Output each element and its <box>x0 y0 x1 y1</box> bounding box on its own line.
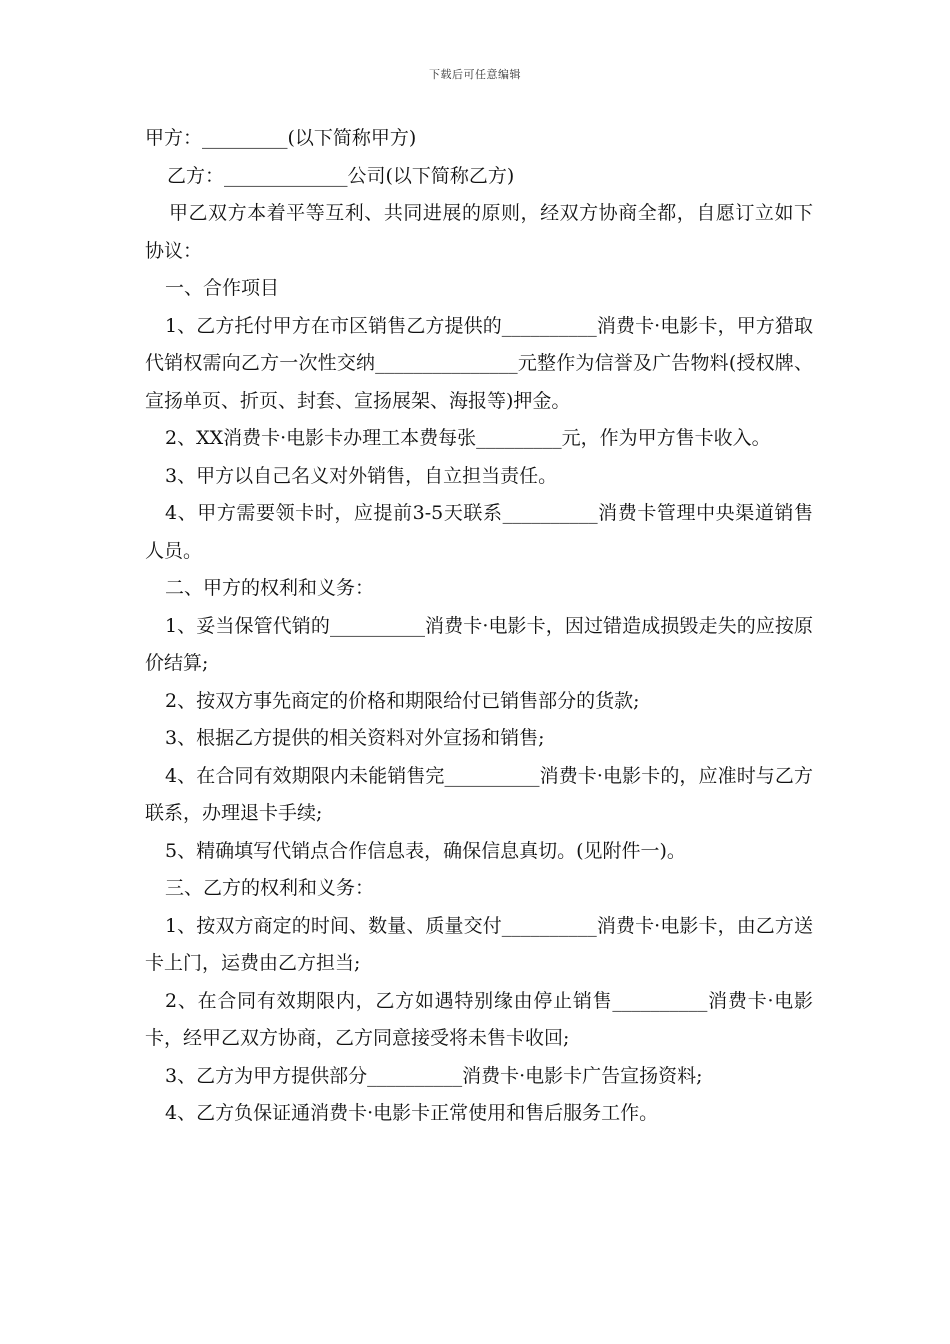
section-2-item-4: 4、在合同有效期限内未能销售完__________消费卡·电影卡的，应准时与乙方联系，办理退卡手续; <box>145 764 813 824</box>
section-2-item-2: 2、按双方事先商定的价格和期限给付已销售部分的货款; <box>165 689 640 712</box>
party-b-line: 乙方：_____________公司(以下简称乙方) <box>167 164 515 187</box>
preamble: 甲乙双方本着平等互利、共同进展的原则，经双方协商全都，自愿订立如下协议： <box>145 202 813 262</box>
section-2-item-3: 3、根据乙方提供的相关资料对外宣扬和销售; <box>165 727 545 749</box>
section-1-item-2: 2、XX消费卡·电影卡办理工本费每张_________元，作为甲方售卡收入。 <box>165 427 771 449</box>
section-1-item-3: 3、甲方以自己名义对外销售，自立担当责任。 <box>165 464 558 487</box>
section-2-item-5: 5、精确填写代销点合作信息表，确保信息真切。(见附件一)。 <box>165 839 686 862</box>
party-a-line: 甲方：_________(以下简称甲方) <box>145 127 417 149</box>
section-3-item-2: 2、在合同有效期限内，乙方如遇特别缘由停止销售__________消费卡·电影卡，经甲乙双方协商，乙方同意接受将未售卡收回; <box>145 989 813 1049</box>
section-3-heading: 三、乙方的权利和义务： <box>165 877 375 899</box>
contract-body <box>145 120 813 1133</box>
section-1-heading: 一、合作项目 <box>165 277 280 299</box>
section-2-heading: 二、甲方的权利和义务： <box>165 577 375 599</box>
section-3-item-1: 1、按双方商定的时间、数量、质量交付__________消费卡·电影卡，由乙方送卡上门，运费由乙方担当; <box>145 914 813 974</box>
section-2-item-1: 1、妥当保管代销的__________消费卡·电影卡，因过错造成损毁走失的应按原价结算; <box>145 614 813 674</box>
section-1-item-4: 4、甲方需要领卡时，应提前3-5天联系__________消费卡管理中央渠道销售人员。 <box>145 502 813 562</box>
section-1-item-1: 1、乙方托付甲方在市区销售乙方提供的__________消费卡·电影卡，甲方猎取代销权需向乙方一次性交纳_______________元整作为信誉及广告物料(授权牌、宣扬单页、折页、封套、宣扬展架、海报等)押金。 <box>145 314 813 412</box>
section-3-item-3: 3、乙方为甲方提供部分__________消费卡·电影卡广告宣扬资料; <box>165 1064 703 1087</box>
section-3-item-4: 4、乙方负保证通消费卡·电影卡正常使用和售后服务工作。 <box>165 1102 659 1124</box>
header-note: 下载后可任意编辑 <box>429 68 521 81</box>
